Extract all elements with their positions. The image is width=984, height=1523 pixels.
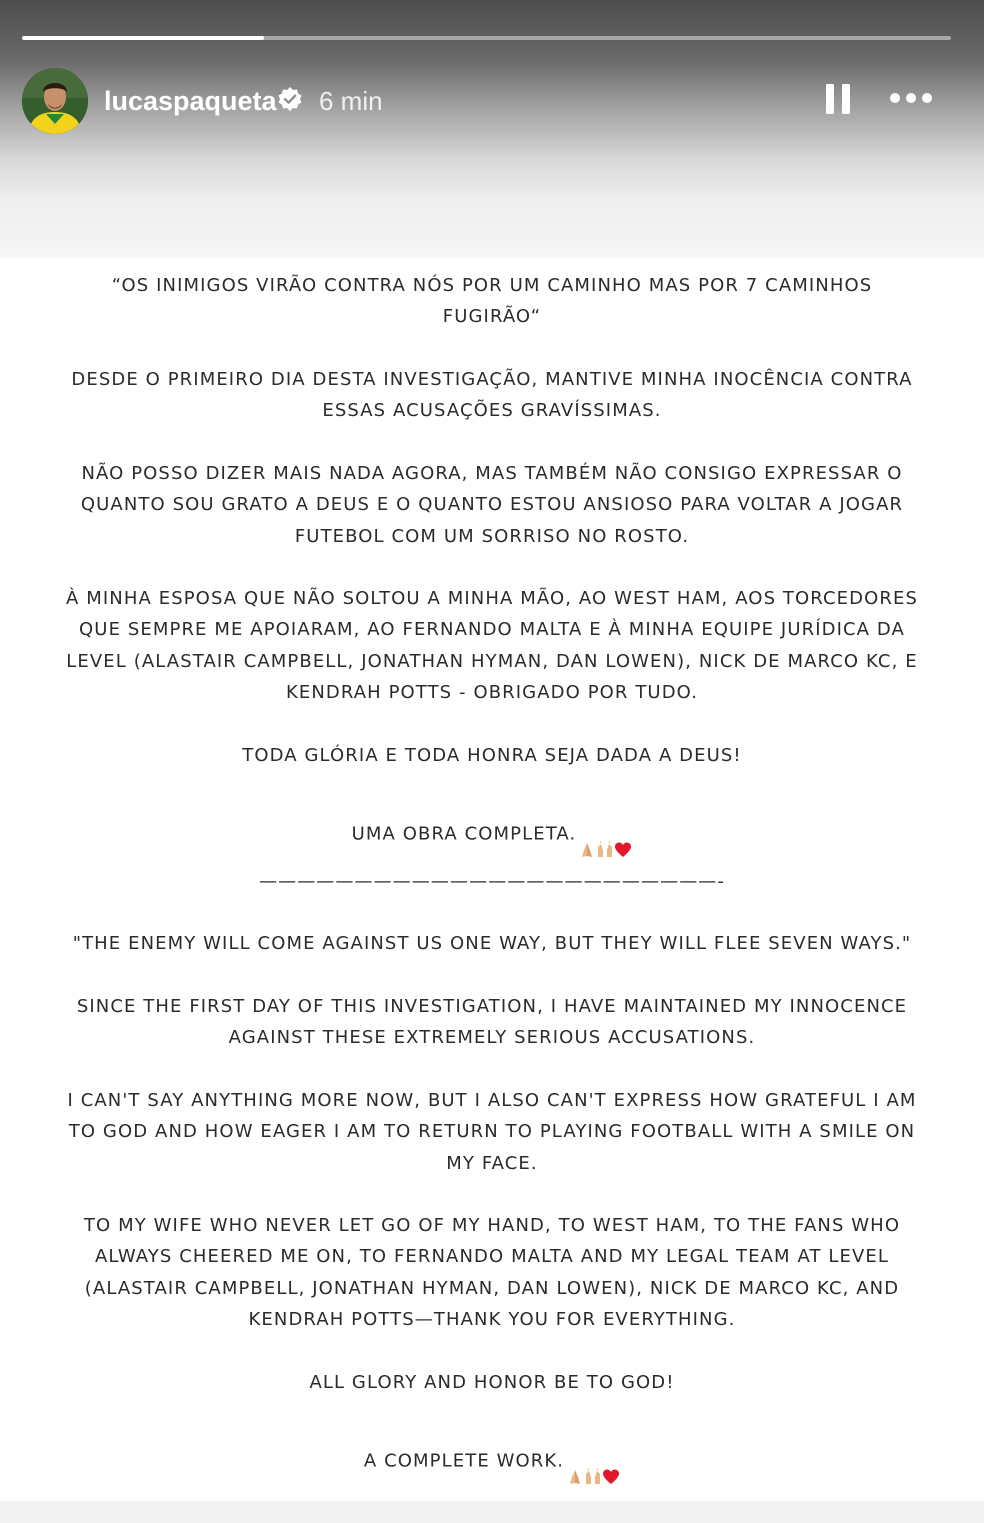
story-bottom-edge xyxy=(0,1501,984,1523)
pt-complete-text: UMA OBRA COMPLETA. xyxy=(351,823,577,845)
emoji-group xyxy=(566,1430,620,1493)
red-heart-emoji xyxy=(602,1468,620,1486)
raising-hands-emoji xyxy=(596,841,614,859)
raising-hands-emoji xyxy=(584,1468,602,1486)
en-complete-line xyxy=(20,1430,964,1493)
username[interactable]: lucaspaqueta xyxy=(104,86,277,116)
en-thanks-paragraph: TO MY WIFE WHO NEVER LET GO OF MY HAND, TO WEST HAM, TO THE FANS WHO ALWAYS CHEERED ME ON, TO FERNANDO MALTA AND MY LEGAL TEAM AT LEVEL (ALASTAIR CAMPBELL, JONATHAN HYMAN, DAN LOWEN), NICK DE MARCO KC, AND KENDRAH POTTS—THANK YOU FOR EVERYTHING. xyxy=(83,1215,901,1330)
en-glory-line: ALL GLORY AND HONOR BE TO GOD! xyxy=(309,1372,675,1393)
more-options-icon[interactable] xyxy=(886,84,936,112)
pt-glory-line: TODA GLÓRIA E TODA HONRA SEJA DADA A DEUS! xyxy=(242,745,742,766)
praying-hands-emoji xyxy=(578,841,596,859)
verified-badge-icon xyxy=(277,86,303,112)
en-complete-text: A COMPLETE WORK. xyxy=(363,1450,565,1472)
pt-complete-line xyxy=(20,803,964,866)
pt-innocence-paragraph: DESDE O PRIMEIRO DIA DESTA INVESTIGAÇÃO, MANTIVE MINHA INOCÊNCIA CONTRA ESSAS ACUSAÇÕES GRAVÍSSIMAS. xyxy=(71,369,913,422)
story-progress-bar xyxy=(22,36,951,40)
pt-thanks-paragraph: À MINHA ESPOSA QUE NÃO SOLTOU A MINHA MÃO, AO WEST HAM, AOS TORCEDORES QUE SEMPRE ME APOIARAM, AO FERNANDO MALTA E À MINHA EQUIPE JURÍDICA DA LEVEL (ALASTAIR CAMPBELL, JONATHAN HYMAN, DAN LOWEN), NICK DE MARCO KC, E KENDRAH POTTS - OBRIGADO POR TUDO. xyxy=(66,588,918,703)
statement-document xyxy=(0,258,984,1501)
story-progress-fill xyxy=(22,36,264,40)
language-divider: ————————————————————————- xyxy=(259,871,725,892)
pt-grateful-paragraph: NÃO POSSO DIZER MAIS NADA AGORA, MAS TAMBÉM NÃO CONSIGO EXPRESSAR O QUANTO SOU GRATO A DEUS E O QUANTO ESTOU ANSIOSO PARA VOLTAR A JOGAR FUTEBOL COM UM SORRISO NO ROSTO. xyxy=(80,463,904,547)
pause-icon[interactable] xyxy=(820,80,856,118)
pt-quote: “OS INIMIGOS VIRÃO CONTRA NÓS POR UM CAMINHO MAS POR 7 CAMINHOS FUGIRÃO“ xyxy=(111,275,873,328)
en-innocence-paragraph: SINCE THE FIRST DAY OF THIS INVESTIGATION, I HAVE MAINTAINED MY INNOCENCE AGAINST THESE EXTREMELY SERIOUS ACCUSATIONS. xyxy=(76,996,908,1049)
red-heart-emoji xyxy=(614,841,632,859)
en-quote: "THE ENEMY WILL COME AGAINST US ONE WAY, BUT THEY WILL FLEE SEVEN WAYS." xyxy=(72,933,912,954)
story-timestamp: 6 min xyxy=(319,86,383,116)
praying-hands-emoji xyxy=(566,1468,584,1486)
en-grateful-paragraph: I CAN'T SAY ANYTHING MORE NOW, BUT I ALSO CAN'T EXPRESS HOW GRATEFUL I AM TO GOD AND HOW EAGER I AM TO RETURN TO PLAYING FOOTBALL WITH A SMILE ON MY FACE. xyxy=(67,1090,917,1174)
emoji-group xyxy=(578,803,632,866)
avatar[interactable] xyxy=(22,68,88,134)
